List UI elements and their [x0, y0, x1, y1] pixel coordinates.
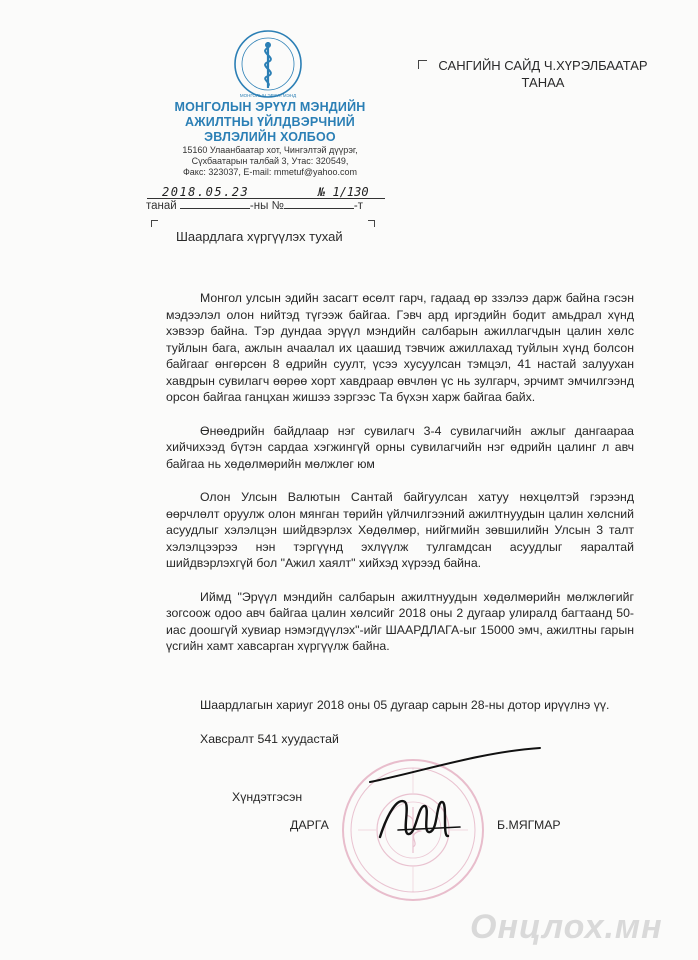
- address-line: 15160 Улаанбаатар хот, Чингэлтэй дүүрэг,: [182, 145, 358, 155]
- addressee-line2: ТАНАА: [521, 75, 565, 90]
- subject-line: Шаардлага хүргүүлэх тухай: [176, 229, 343, 244]
- subject-corner-mark: [151, 220, 158, 227]
- subject-corner-mark: [368, 220, 375, 227]
- address-line: Факс: 323037, E-mail: mmetuf@yahoo.com: [182, 167, 358, 177]
- closing-regards: Хүндэтгэсэн: [232, 790, 303, 804]
- handwritten-date: 2018.05.23: [162, 185, 250, 199]
- body-paragraph: Олон Улсын Валютын Сантай байгуулсан хатуу нөхцөлтэй гэрээнд өөрчлөлт оруулж олон мянган төрийн үйлчилгээний ажилтнуудын цалин хөлсний асуудлыг хэлэлцэн шийдвэрлэх Хөдөлмөр, нийгмийн зөвшилийн Улсын 3 талт хэлэлцээрээ нэн тэргүүнд эхлүүлж тулгамдсан асуудлыг яаралтай шийдвэрлэхгүй бол "Ажил хаялт" хийхэд хүрээд байна.: [166, 490, 634, 570]
- org-name-line: МОНГОЛЫН ЭРҮҮЛ МЭНДИЙН: [174, 100, 366, 114]
- number-label: №: [318, 185, 326, 199]
- letter-body: [166, 290, 634, 672]
- t-suffix: -т: [353, 200, 364, 212]
- blank-field: [284, 208, 354, 209]
- addressee: [418, 57, 668, 91]
- attachment-note: Хавсралт 541 хуудастай: [200, 732, 339, 746]
- handwritten-signature-icon: [310, 742, 570, 862]
- blank-field: [180, 208, 250, 209]
- reply-deadline: Шаардлагын хариуг 2018 оны 05 дугаар сарын 28-ны дотор ирүүлнэ үү.: [200, 698, 610, 712]
- org-name-line: АЖИЛТНЫ ҮЙЛДВЭРЧНИЙ: [185, 115, 355, 129]
- body-paragraph: Өнөөдрийн байдлаар нэг сувилагч 3-4 сувилагчийн ажлыг дангаараа хийчихээд бүтэн сардаа хэгжингүй орны сувилагчийн нэг өдрийн цалинг л авч байгаа нь хөдөлмөрийн мөлжлөг юм: [166, 423, 634, 471]
- org-address: [160, 145, 380, 178]
- svg-text:МОНГОЛЫН ЭРҮҮЛ МЭНД: МОНГОЛЫН ЭРҮҮЛ МЭНД: [239, 93, 297, 98]
- org-name-line: ЭВЛЭЛИЙН ХОЛБОО: [204, 130, 336, 144]
- tanai-label: танай: [146, 200, 177, 212]
- addressee-line1: САНГИЙН САЙД Ч.ХҮРЭЛБААТАР: [438, 58, 648, 73]
- ny-label: -ны №: [249, 200, 284, 212]
- signatory-name: Б.МЯГМАР: [497, 818, 561, 832]
- org-name: [160, 100, 380, 145]
- number-value: 1/130: [332, 185, 369, 199]
- site-watermark: Онцлох.мн: [470, 908, 663, 946]
- union-caduceus-logo-icon: [232, 28, 304, 100]
- date-underline: [147, 198, 385, 199]
- reference-line: [146, 200, 363, 212]
- signatory-title: ДАРГА: [290, 818, 329, 832]
- body-paragraph: Монгол улсын эдийн засагт өсөлт гарч, гадаад өр ззэлээ дарж байна гэсэн мэдээлэл олон нийтэд түгээж байгаа. Гэвч ард иргэдийн бодит амьдрал хүнд хэвээр байна. Тэр дундаа эрүүл мэндийн салбарын ажиллагчдын цалин хөлс туйлын бага, ажлын ачаалал их цаашид тэвчиж ажиллахад туйлын хүнд болсон байгааг өнгөрсөн 8 өдрийн суулт, үсээ хусуулсан тэмцэл, 41 настай залуухан хавдрын сувилагч өөрөө хорт хавдраар өвчлөн үс нь зулгарч, эрчимт эмчилгээнд орсон байгаа ганцхан жишээ зэргээс Та бүхэн харж байгаа байх.: [166, 291, 634, 404]
- handwritten-number: [318, 185, 369, 199]
- body-paragraph: Иймд "Эрүүл мэндийн салбарын ажилтнуудын хөдөлмөрийн мөлжлөгийг зогсоож одоо авч байгаа цалин хөлсийг 2018 оны 2 дугаар улиралд багтаанд 50-иас доошгүй хувиар нэмэгдүүлэх"-ийг ШААРДЛАГА-ыг 15000 эмч, ажилтны гарын үсгийн хамт хавсарган хүргүүлж байна.: [166, 589, 634, 653]
- address-line: Сүхбаатарын талбай 3, Утас: 320549,: [191, 156, 349, 166]
